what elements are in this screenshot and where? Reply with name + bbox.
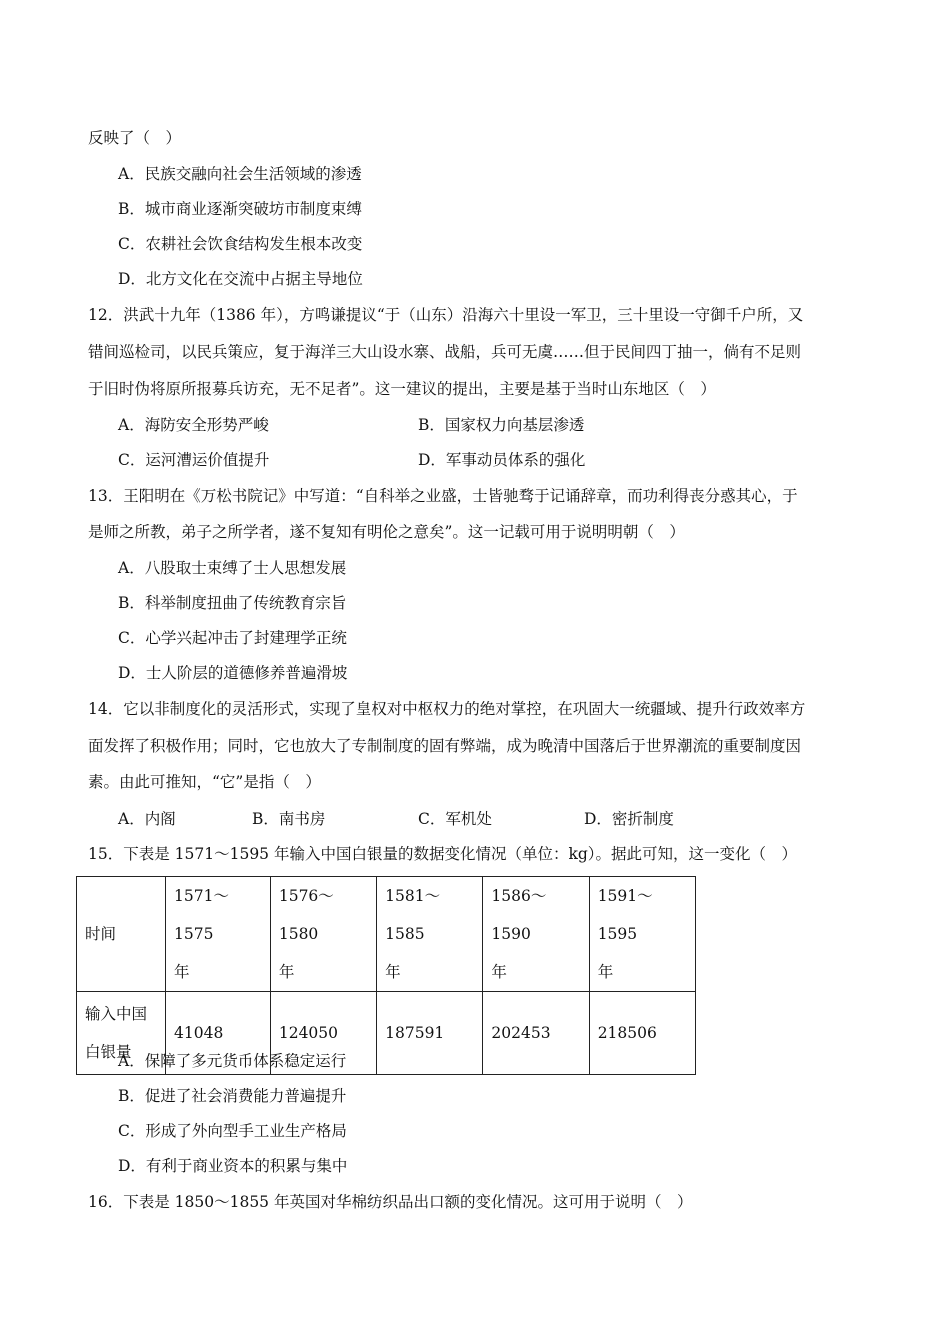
table-cell-value: 187591 xyxy=(377,992,483,1075)
q15-option-c: C．形成了外向型手工业生产格局 xyxy=(118,1122,347,1140)
q15-option-b: B．促进了社会消费能力普遍提升 xyxy=(118,1087,347,1105)
q13-option-c: C．心学兴起冲击了封建理学正统 xyxy=(118,629,347,647)
q12-option-c: C．运河漕运价值提升 xyxy=(118,451,270,469)
q15-option-d: D．有利于商业资本的积累与集中 xyxy=(118,1157,348,1175)
q12-option-d: D．军事动员体系的强化 xyxy=(418,451,586,469)
q12-stem-line-2: 错间巡检司，以民兵策应，复于海洋三大山设水寨、战船，兵可无虞……但于民间四丁抽一，倘有不足则 xyxy=(88,343,802,361)
q14-option-d: D．密折制度 xyxy=(584,810,674,828)
q16-stem: 16．下表是 1850～1855 年英国对华棉纺织品出口额的变化情况。这可用于说明（ ） xyxy=(88,1193,693,1211)
q15-stem: 15．下表是 1571～1595 年输入中国白银量的数据变化情况（单位：kg）。据此可知，这一变化（ ） xyxy=(88,845,798,863)
q11-stem-tail: 反映了（ ） xyxy=(88,129,182,147)
table-cell-period: 1576～1580 年 xyxy=(270,877,376,992)
q13-stem-line-2: 是师之所教，弟子之所学者，遂不复知有明伦之意矣”。这一记载可用于说明明朝（ ） xyxy=(88,523,685,541)
table-cell-period: 1581～1585 年 xyxy=(377,877,483,992)
q14-option-b: B．南书房 xyxy=(252,810,326,828)
q12-stem-line-1: 12．洪武十九年（1386 年），方鸣谦提议“于（山东）沿海六十里设一军卫，三十里设一守御千户所，又 xyxy=(88,306,804,324)
q11-option-d: D．北方文化在交流中占据主导地位 xyxy=(118,270,363,288)
table-header-time: 时间 xyxy=(77,877,166,992)
q14-option-c: C．军机处 xyxy=(418,810,492,828)
q13-stem-line-1: 13．王阳明在《万松书院记》中写道：“自科举之业盛，士皆驰骛于记诵辞章，而功利得丧分惑其心，于 xyxy=(88,487,798,505)
table-cell-value: 218506 xyxy=(589,992,695,1075)
q13-option-b: B．科举制度扭曲了传统教育宗旨 xyxy=(118,594,347,612)
q15-option-a: A．保障了多元货币体系稳定运行 xyxy=(118,1052,347,1070)
table-row-time xyxy=(77,877,696,992)
table-cell-value: 124050 xyxy=(270,992,376,1075)
q13-option-a: A．八股取士束缚了士人思想发展 xyxy=(118,559,347,577)
q11-option-c: C．农耕社会饮食结构发生根本改变 xyxy=(118,235,363,253)
q14-stem-line-2: 面发挥了积极作用；同时，它也放大了专制制度的固有弊端，成为晚清中国落后于世界潮流的重要制度因 xyxy=(88,737,802,755)
q13-option-d: D．士人阶层的道德修养普遍滑坡 xyxy=(118,664,348,682)
q14-stem-line-3: 素。由此可推知，“它”是指（ ） xyxy=(88,773,321,791)
q11-option-a: A．民族交融向社会生活领域的渗透 xyxy=(118,165,362,183)
q12-option-a: A．海防安全形势严峻 xyxy=(118,416,269,434)
table-cell-period: 1591～1595 年 xyxy=(589,877,695,992)
silver-import-table xyxy=(76,876,696,1075)
q14-stem-line-1: 14．它以非制度化的灵活形式，实现了皇权对中枢权力的绝对掌控，在巩固大一统疆域、提升行政效率方 xyxy=(88,700,806,718)
table-cell-value: 202453 xyxy=(483,992,589,1075)
table-cell-period: 1571～1575 年 xyxy=(166,877,271,992)
table-header-silver: 输入中国 白银量 xyxy=(77,992,166,1075)
table-cell-period: 1586～1590 年 xyxy=(483,877,589,992)
q12-option-b: B．国家权力向基层渗透 xyxy=(418,416,585,434)
q14-option-a: A．内阁 xyxy=(118,810,176,828)
q11-option-b: B．城市商业逐渐突破坊市制度束缚 xyxy=(118,200,362,218)
table-cell-value: 41048 xyxy=(166,992,271,1075)
q12-stem-line-3: 于旧时伪将原所报募兵访充，无不足者”。这一建议的提出，主要是基于当时山东地区（ ） xyxy=(88,380,716,398)
